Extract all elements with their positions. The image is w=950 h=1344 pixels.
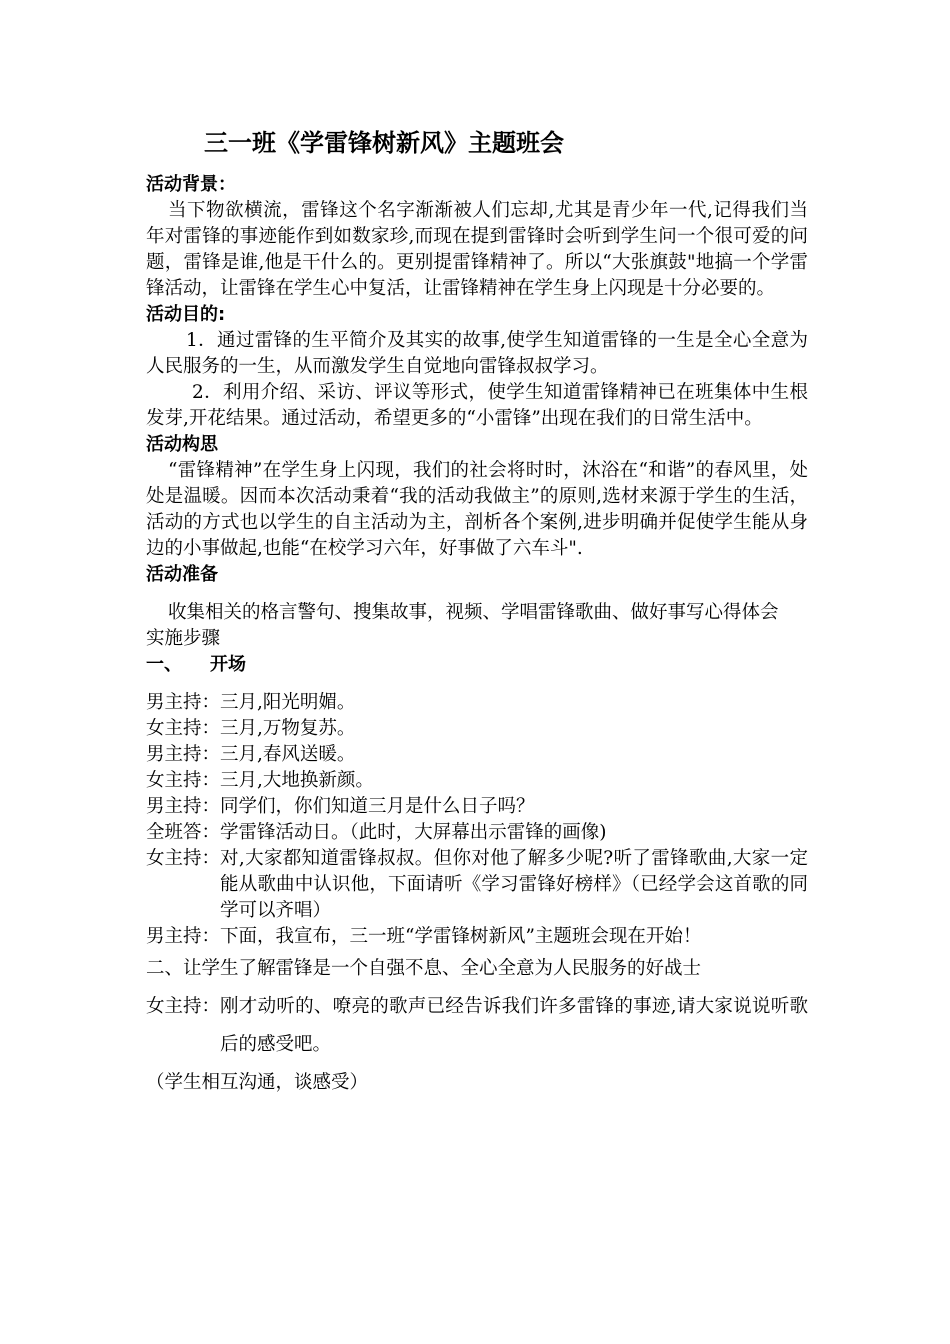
- speaker: 男主持：: [146, 744, 221, 765]
- dialogue-line: [146, 846, 808, 924]
- dialogue-line: [146, 690, 808, 716]
- line-text: 三月,万物复苏。: [220, 718, 356, 739]
- page-title: 三一班《学雷锋树新风》主题班会: [204, 129, 564, 157]
- speaker: 全班答：: [146, 822, 221, 843]
- line-text: 三月,大地换新颜。: [220, 770, 374, 791]
- line-text: 三月,春风送暖。: [220, 744, 356, 765]
- document-body: [146, 172, 808, 1102]
- dialogue-line: [146, 988, 808, 1064]
- line-text: 刚才动听的、嘹亮的歌声已经告诉我们许多雷锋的事迹,请大家说说听歌后的感受吧。: [220, 996, 808, 1055]
- speaker: 女主持：: [146, 996, 221, 1017]
- section-1-heading: [146, 652, 808, 678]
- preparation-text: 收集相关的格言警句、搜集故事，视频、学唱雷锋歌曲、做好事写心得体会: [168, 602, 779, 623]
- dialogue-list: [146, 690, 808, 950]
- background-heading: 活动背景：: [146, 174, 236, 195]
- purpose-item-1: 1．通过雷锋的生平简介及其实的故事,使学生知道雷锋的一生是全心全意为人民服务的一生，从而激发学生自觉地向雷锋叔叔学习。: [146, 330, 808, 377]
- concept-text: “雷锋精神”在学生身上闪现，我们的社会将时时，沐浴在“和谐”的春风里，处处是温暖。因而本次活动秉着“我的活动我做主”的原则,选材来源于学生的生活，活动的方式也以学生的自主活动为主，剖析各个案例,进步明确并促使学生能从身边的小事做起,也能“在校学习六年，好事做了六车斗".: [146, 460, 808, 559]
- dialogue-line: [146, 820, 808, 846]
- speaker: 男主持：: [146, 796, 221, 817]
- line-text: 三月,阳光明媚。: [220, 692, 356, 713]
- section-1-number: 一、: [146, 654, 182, 675]
- purpose-item-2: 2．利用介绍、采访、评议等形式，使学生知道雷锋精神已在班集体中生根发芽,开花结果。通过活动，希望更多的“小雷锋”出现在我们的日常生活中。: [146, 382, 808, 429]
- steps-heading: 实施步骤: [146, 628, 221, 649]
- speaker: 男主持：: [146, 692, 221, 713]
- preparation-heading: 活动准备: [146, 564, 218, 585]
- dialogue-line: [146, 924, 808, 950]
- concept-heading: 活动构思: [146, 434, 218, 455]
- line-text: 下面，我宣布，三一班“学雷锋树新风”主题班会现在开始！: [220, 926, 702, 947]
- activity-note: （学生相互沟通，谈感受）: [146, 1072, 369, 1093]
- line-text: 同学们，你们知道三月是什么日子吗？: [220, 796, 535, 817]
- dialogue-line: [146, 794, 808, 820]
- dialogue-line: [146, 768, 808, 794]
- section-2-heading: 二、让学生了解雷锋是一个自强不息、全心全意为人民服务的好战士: [146, 958, 702, 979]
- speaker: 男主持：: [146, 926, 221, 947]
- speaker: 女主持：: [146, 770, 221, 791]
- line-text: 学雷锋活动日。（此时，大屏幕出示雷锋的画像): [220, 822, 607, 843]
- section-1-title: 开场: [210, 654, 246, 675]
- dialogue-line: [146, 716, 808, 742]
- purpose-heading: 活动目的:: [146, 304, 226, 325]
- speaker: 女主持：: [146, 848, 221, 869]
- speaker: 女主持：: [146, 718, 221, 739]
- background-text: 当下物欲横流，雷锋这个名字渐渐被人们忘却,尤其是青少年一代,记得我们当年对雷锋的事迹能作到如数家珍,而现在提到雷锋时会听到学生问一个很可爱的问题，雷锋是谁,他是干什么的。更别提雷锋精神了。所以“大张旗鼓"地搞一个学雷锋活动，让雷锋在学生心中复活，让雷锋精神在学生身上闪现是十分必要的。: [146, 200, 808, 299]
- line-text: 对,大家都知道雷锋叔叔。但你对他了解多少呢?听了雷锋歌曲,大家一定能从歌曲中认识他，下面请听《学习雷锋好榜样》（已经学会这首歌的同学可以齐唱）: [220, 848, 808, 921]
- dialogue-line: [146, 742, 808, 768]
